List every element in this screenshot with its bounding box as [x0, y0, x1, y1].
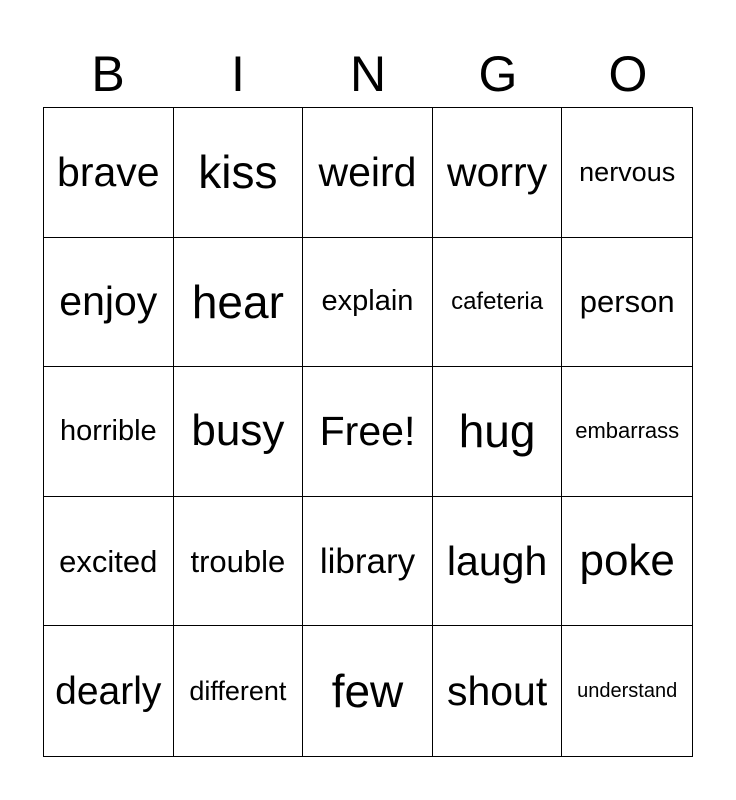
bingo-cell[interactable]: hug [433, 367, 563, 497]
bingo-cell[interactable]: busy [174, 367, 304, 497]
header-letter-g: G [478, 46, 518, 102]
bingo-cell[interactable]: trouble [174, 497, 304, 627]
bingo-cell[interactable]: library [303, 497, 433, 627]
header-letter-i: I [231, 46, 245, 102]
bingo-cell[interactable]: shout [433, 626, 563, 756]
bingo-cell[interactable]: hear [174, 238, 304, 368]
bingo-cell[interactable]: explain [303, 238, 433, 368]
bingo-cell[interactable]: laugh [433, 497, 563, 627]
free-space-cell[interactable]: Free! [303, 367, 433, 497]
bingo-cell[interactable]: cafeteria [433, 238, 563, 368]
bingo-cell[interactable]: brave [44, 108, 174, 238]
bingo-cell[interactable]: dearly [44, 626, 174, 756]
bingo-board [43, 107, 693, 757]
bingo-cell[interactable]: few [303, 626, 433, 756]
bingo-cell[interactable]: poke [562, 497, 692, 627]
bingo-cell[interactable]: horrible [44, 367, 174, 497]
bingo-header [43, 40, 693, 108]
bingo-cell[interactable]: nervous [562, 108, 692, 238]
header-letter-n: N [349, 46, 387, 102]
header-letter-b: B [91, 46, 125, 102]
bingo-cell[interactable]: worry [433, 108, 563, 238]
bingo-cell[interactable]: weird [303, 108, 433, 238]
bingo-cell[interactable]: enjoy [44, 238, 174, 368]
bingo-cell[interactable]: excited [44, 497, 174, 627]
bingo-cell[interactable]: kiss [174, 108, 304, 238]
bingo-cell[interactable]: different [174, 626, 304, 756]
bingo-cell[interactable]: person [562, 238, 692, 368]
bingo-cell[interactable]: embarrass [562, 367, 692, 497]
header-letter-o: O [608, 46, 648, 102]
bingo-cell[interactable]: understand [577, 680, 678, 703]
